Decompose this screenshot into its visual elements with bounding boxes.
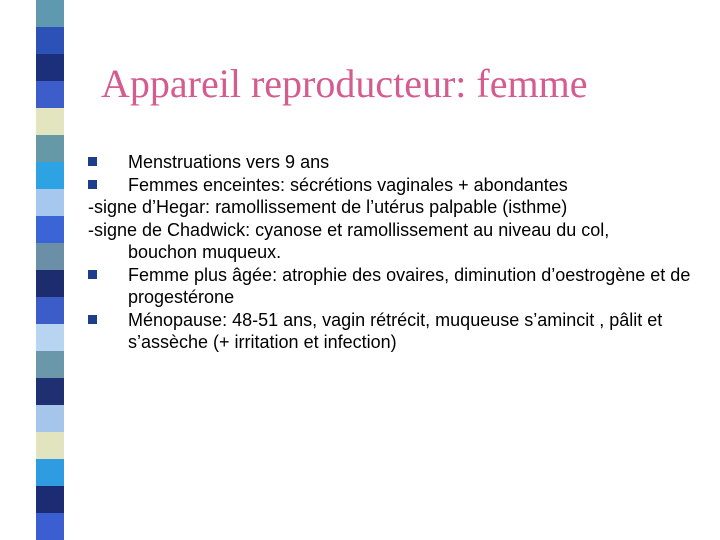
bar-segment [36, 243, 64, 270]
bar-segment [36, 432, 64, 459]
sub-item-text: -signe d’Hegar: ramollissement de l’utérus palpable (isthme) [88, 197, 568, 217]
sub-item-text-continued: bouchon muqueux. [128, 242, 282, 262]
decorative-side-bar [36, 0, 64, 540]
bar-segment [36, 216, 64, 243]
sub-item [88, 196, 708, 219]
bar-segment [36, 405, 64, 432]
bar-segment [36, 486, 64, 513]
bar-segment [36, 27, 64, 54]
list-item-text: Femmes enceintes: sécrétions vaginales + abondantes [128, 174, 568, 195]
square-bullet-icon [88, 270, 97, 279]
square-bullet-icon [88, 180, 97, 189]
bar-segment [36, 378, 64, 405]
list-item [88, 264, 708, 309]
list-item-text: Femme plus âgée: atrophie des ovaires, diminution d’oestrogène et de progestérone [128, 264, 691, 307]
bar-segment [36, 351, 64, 378]
bar-segment [36, 189, 64, 216]
slide-body [88, 151, 708, 354]
bar-segment [36, 0, 64, 27]
list-item [88, 174, 708, 197]
bar-segment [36, 324, 64, 351]
bar-segment [36, 513, 64, 540]
bar-segment [36, 81, 64, 108]
bar-segment [36, 297, 64, 324]
bar-segment [36, 162, 64, 189]
list-item [88, 309, 708, 354]
square-bullet-icon [88, 157, 97, 166]
bar-segment [36, 270, 64, 297]
list-item-text: Ménopause: 48-51 ans, vagin rétrécit, muqueuse s’amincit , pâlit et s’assèche (+ irritation et infection) [128, 309, 663, 352]
square-bullet-icon [88, 315, 97, 324]
list-item [88, 151, 708, 174]
slide-title: Appareil reproducteur: femme [101, 61, 588, 106]
bar-segment [36, 135, 64, 162]
bar-segment [36, 459, 64, 486]
list-item-text: Menstruations vers 9 ans [128, 152, 330, 172]
bar-segment [36, 108, 64, 135]
bar-segment [36, 54, 64, 81]
sub-item-text: -signe de Chadwick: cyanose et ramollissement au niveau du col, [88, 219, 610, 240]
sub-item [88, 219, 708, 264]
